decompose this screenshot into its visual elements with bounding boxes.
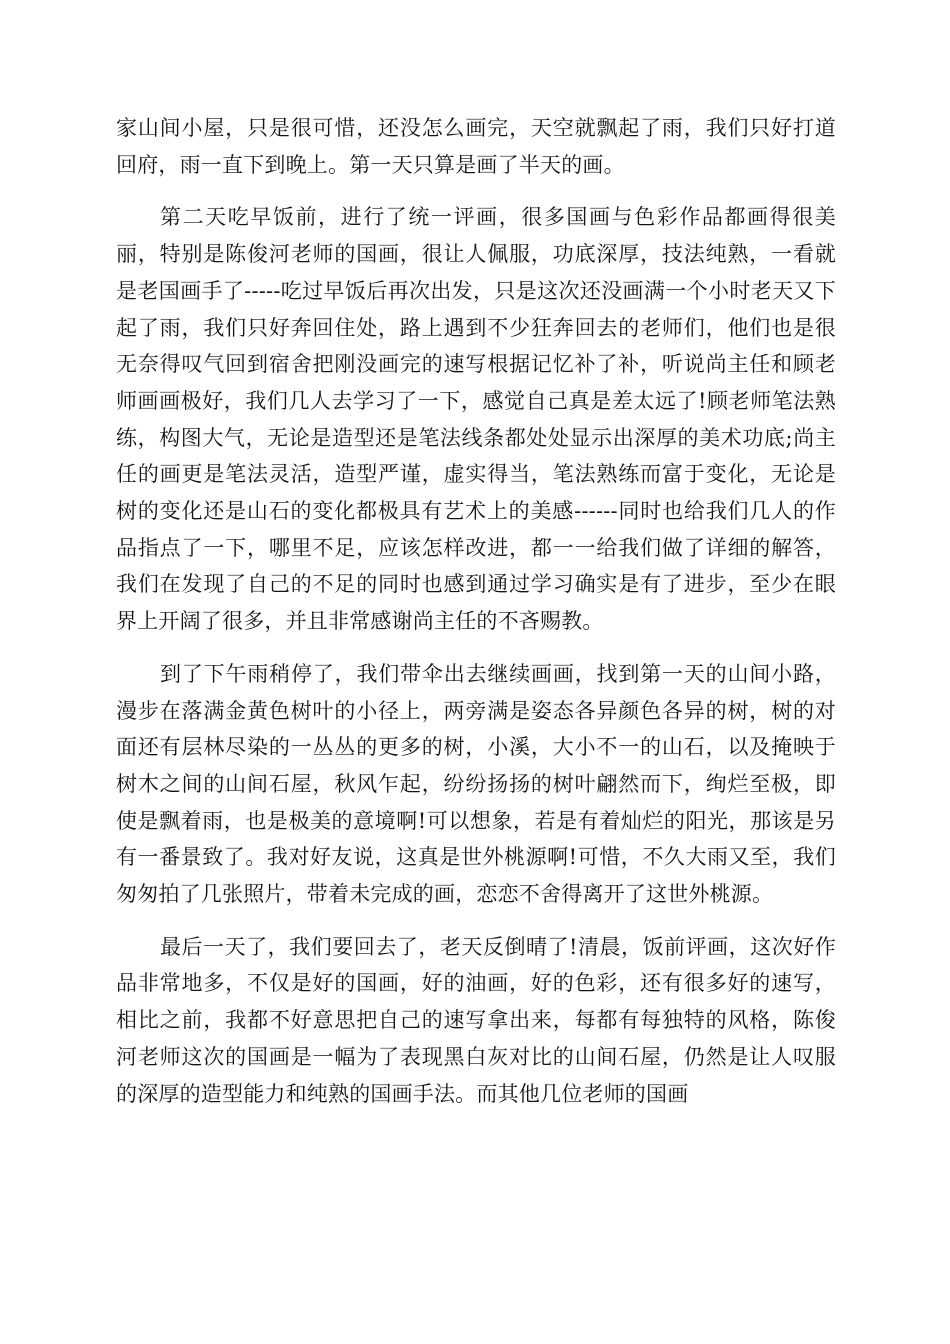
paragraph-4: 最后一天了，我们要回去了，老天反倒晴了!清晨，饭前评画，这次好作品非常地多，不仅是好的国画，好的油画，好的色彩，还有很多好的速写，相比之前，我都不好意思把自己的速写拿出来，每都有每独特的风格，陈俊河老师这次的国画是一幅为了表现黑白灰对比的山间石屋，仍然是让人叹服的深厚的造型能力和纯熟的国画手法。而其他几位老师的国画 <box>116 934 836 1106</box>
paragraph-1: 家山间小屋，只是很可惜，还没怎么画完，天空就飘起了雨，我们只好打道回府，雨一直下到晚上。第一天只算是画了半天的画。 <box>116 116 836 177</box>
document-page <box>116 110 836 1128</box>
paragraph-2: 第二天吃早饭前，进行了统一评画，很多国画与色彩作品都画得很美丽，特别是陈俊河老师的国画，很让人佩服，功底深厚，技法纯熟，一看就是老国画手了-----吃过早饭后再次出发，只是这次还没画满一个小时老天又下起了雨，我们只好奔回住处，路上遇到不少狂奔回去的老师们，他们也是很无奈得叹气回到宿舍把刚没画完的速写根据记忆补了补，听说尚主任和顾老师画画极好，我们几人去学习了一下，感觉自己真是差太远了!顾老师笔法熟练，构图大气，无论是造型还是笔法线条都处处显示出深厚的美术功底;尚主任的画更是笔法灵活，造型严谨，虚实得当，笔法熟练而富于变化，无论是树的变化还是山石的变化都极具有艺术上的美感------同时也给我们几人的作品指点了一下，哪里不足，应该怎样改进，都一一给我们做了详细的解答，我们在发现了自己的不足的同时也感到通过学习确实是有了进步，至少在眼界上开阔了很多，并且非常感谢尚主任的不吝赐教。 <box>116 205 836 634</box>
paragraph-3: 到了下午雨稍停了，我们带伞出去继续画画，找到第一天的山间小路，漫步在落满金黄色树叶的小径上，两旁满是姿态各异颜色各异的树，树的对面还有层林尽染的一丛丛的更多的树，小溪，大小不一的山石，以及掩映于树木之间的山间石屋，秋风乍起，纷纷扬扬的树叶翩然而下，绚烂至极，即使是飘着雨，也是极美的意境啊!可以想象，若是有着灿烂的阳光，那该是另有一番景致了。我对好友说，这真是世外桃源啊!可惜，不久大雨又至，我们匆匆拍了几张照片，带着未完成的画，恋恋不舍得离开了这世外桃源。 <box>116 661 836 907</box>
